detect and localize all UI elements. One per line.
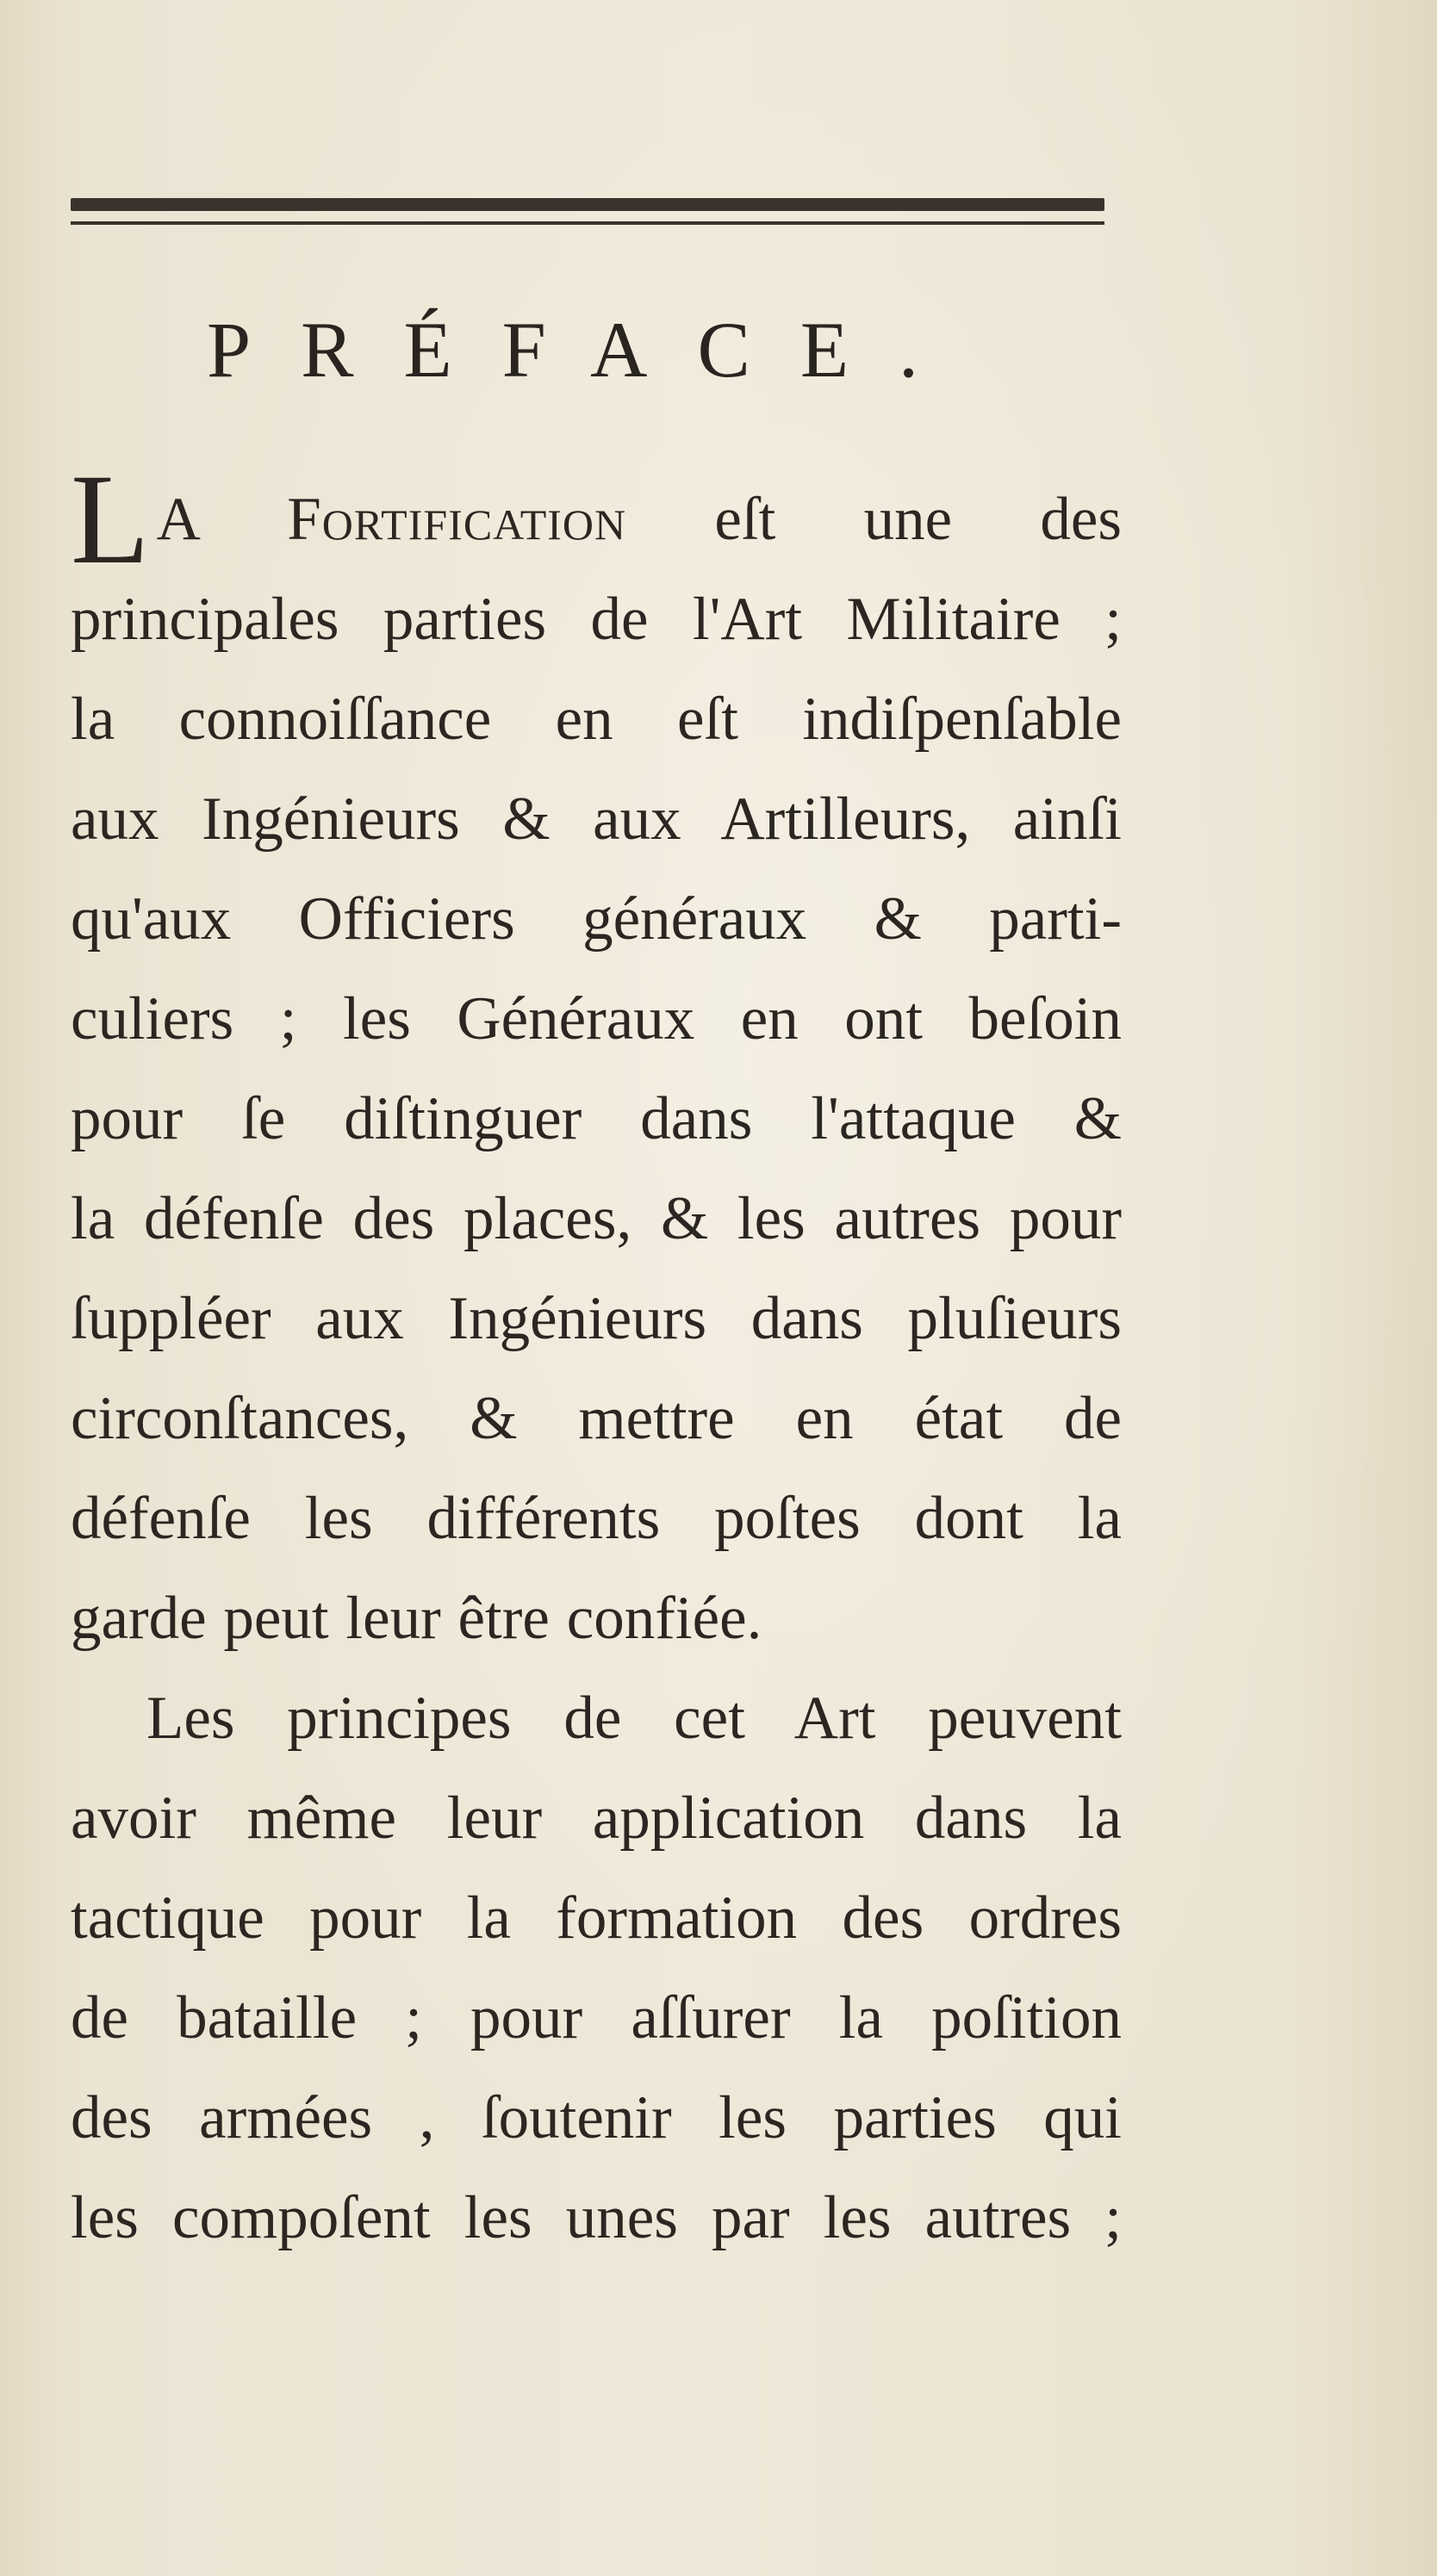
text-line: des armées , ſoutenir les parties qui [71, 2084, 1122, 2151]
text-line: pour ſe diſtinguer dans l'attaque & [71, 1085, 1122, 1152]
text-line: garde peut leur être confiée. [71, 1585, 762, 1652]
text-line: la connoiſſance en eſt indiſpenſable [71, 686, 1122, 753]
text-line: avoir même leur application dans la [71, 1785, 1122, 1852]
text-line: circonſtances, & mettre en état de [71, 1385, 1122, 1452]
text-line: la défenſe des places, & les autres pour [71, 1185, 1122, 1252]
text-line: ſuppléer aux Ingénieurs dans pluſieurs [71, 1285, 1122, 1352]
text-line: principales parties de l'Art Militaire ; [71, 586, 1122, 653]
header-ornament [71, 198, 1104, 225]
ornament-thick-rule [71, 198, 1104, 211]
text-line: tactique pour la formation des ordres [71, 1884, 1122, 1952]
text-line: qu'aux Officiers généraux & parti- [71, 885, 1122, 953]
text-line [71, 448, 1122, 591]
text-line: défenſe les différents poſtes dont la [71, 1485, 1122, 1552]
text-line: culiers ; les Généraux en ont beſoin [71, 985, 1122, 1052]
first-line-rest: eſt une des [626, 486, 1122, 553]
text-line: les compoſent les unes par les autres ; [71, 2184, 1122, 2251]
drop-cap: L [71, 448, 150, 591]
body-text [71, 448, 1122, 2268]
text-line: aux Ingénieurs & aux Artilleurs, ainſi [71, 785, 1122, 853]
text-line: Les principes de cet Art peuvent [146, 1685, 1122, 1752]
page-title: PRÉFACE. [206, 306, 969, 394]
ornament-thin-rule [71, 221, 1104, 225]
text-line: de bataille ; pour aſſurer la poſition [71, 1984, 1122, 2051]
lead-small-caps: A Fortification [156, 486, 627, 553]
